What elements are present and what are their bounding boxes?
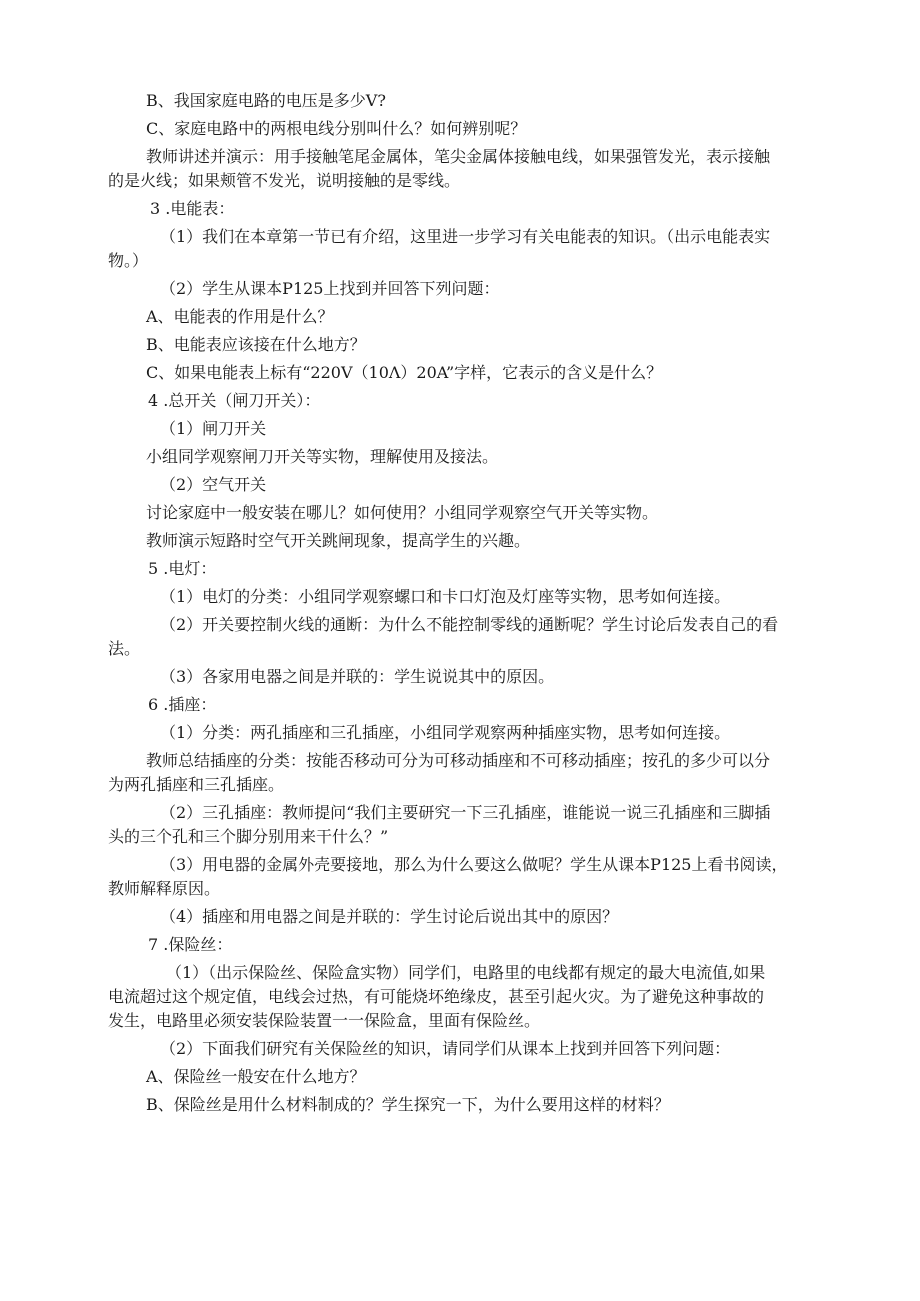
text-line: C、如果电能表上标有“220V（10Λ）20A”字样，它表示的含义是什么？	[146, 363, 663, 382]
text-line: （3）各家用电器之间是并联的：学生说说其中的原因。	[160, 667, 555, 686]
document-body	[108, 90, 788, 1116]
text-line: 物。）	[108, 251, 149, 270]
text-line: 头的三个孔和三个脚分别用来干什么？”	[108, 827, 389, 846]
text-line: 教师解释原因。	[108, 879, 221, 898]
text-line: 电流超过这个规定值，电线会过热，有可能烧坏绝缘皮，甚至引起火灾。为了避免这种事故的	[108, 987, 765, 1006]
text-line: 教师讲述并演示：用手接触笔尾金属体，笔尖金属体接触电线，如果强管发光，表示接触	[146, 147, 771, 166]
section-heading: 5 .电灯：	[148, 559, 217, 578]
text-line: 法。	[108, 639, 141, 658]
text-line: （1）（出示保险丝、保险盒实物）同学们，电路里的电线都有规定的最大电流值,如果	[166, 963, 766, 982]
text-line: B、我国家庭电路的电压是多少V?	[146, 91, 386, 110]
text-line: B、保险丝是用什么材料制成的？学生探究一下，为什么要用这样的材料？	[146, 1095, 670, 1114]
text-line: （1）闸刀开关	[160, 419, 267, 438]
section-heading: 4 .总开关（闸刀开关）：	[148, 391, 321, 410]
text-line: （2）三孔插座：教师提问“我们主要研究一下三孔插座，谁能说一说三孔插座和三脚插	[160, 803, 771, 822]
text-line: 教师演示短路时空气开关跳闸现象，提高学生的兴趣。	[146, 531, 531, 550]
text-line: （1）电灯的分类：小组同学观察螺口和卡口灯泡及灯座等实物，思考如何连接。	[160, 587, 731, 606]
text-line: （1）分类：两孔插座和三孔插座，小组同学观察两种插座实物，思考如何连接。	[160, 723, 731, 742]
section-heading: 7 .保险丝：	[148, 935, 233, 954]
text-line: 讨论家庭中一般安装在哪儿？如何使用？小组同学观察空气开关等实物。	[146, 503, 659, 522]
text-line: （4）插座和用电器之间是并联的：学生讨论后说出其中的原因？	[160, 907, 619, 926]
text-line: （2）学生从课本P125上找到并回答下列问题：	[160, 279, 500, 298]
text-line: 为两孔插座和三孔插座。	[108, 775, 285, 794]
text-line: （2）开关要控制火线的通断：为什么不能控制零线的通断呢？学生讨论后发表自己的看	[160, 615, 779, 634]
text-line: （2）空气开关	[160, 475, 267, 494]
text-line: 的是火线；如果颊管不发光，说明接触的是零线。	[108, 171, 461, 190]
text-line: A、保险丝一般安在什么地方？	[146, 1067, 366, 1086]
text-line: 小组同学观察闸刀开关等实物，理解使用及接法。	[146, 447, 499, 466]
text-line: （2）下面我们研究有关保险丝的知识，请同学们从课本上找到并回答下列问题：	[160, 1039, 731, 1058]
text-line: A、电能表的作用是什么？	[146, 307, 334, 326]
text-line: （3）用电器的金属外壳要接地，那么为什么要这么做呢？学生从课本P125上看书阅读，	[160, 855, 788, 874]
text-line: C、家庭电路中的两根电线分别叫什么？如何辨别呢？	[146, 119, 527, 138]
text-line: B、电能表应该接在什么地方？	[146, 335, 366, 354]
text-line: 教师总结插座的分类：按能否移动可分为可移动插座和不可移动插座；按孔的多少可以分	[146, 751, 771, 770]
text-line: 发生，电路里必须安装保险装置一一保险盒，里面有保险丝。	[108, 1011, 541, 1030]
text-line: （1）我们在本章第一节已有介绍，这里进一步学习有关电能表的知识。（出示电能表实	[160, 227, 771, 246]
section-heading: 3 .电能表：	[150, 199, 235, 218]
section-heading: 6 .插座：	[148, 695, 217, 714]
